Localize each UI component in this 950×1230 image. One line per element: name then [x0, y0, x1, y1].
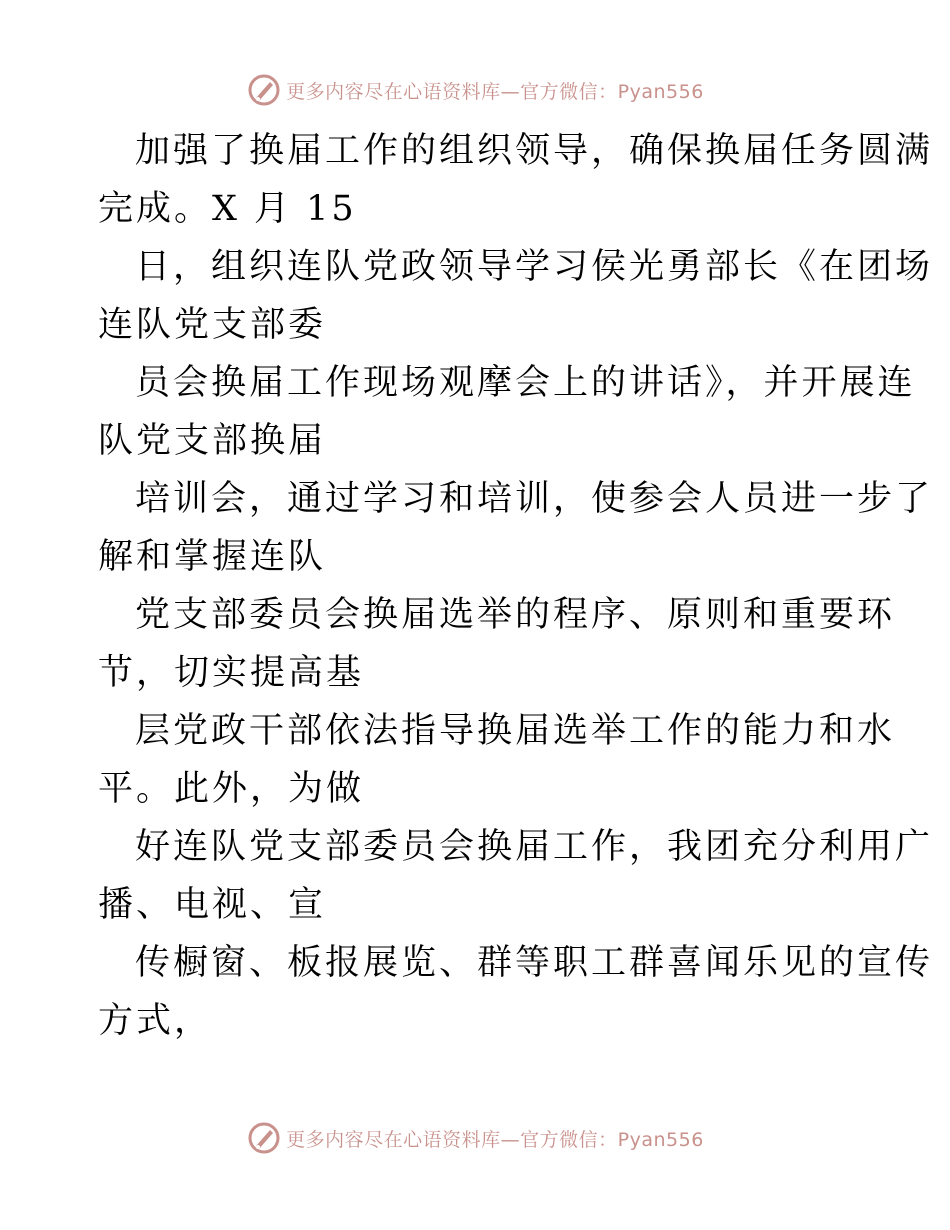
pen-circle-logo-icon [246, 1120, 282, 1156]
body-line-12: 平。此外，为做 [98, 769, 365, 809]
body-line-11: 层党政干部依法指导换届选举工作的能力和水 [135, 711, 896, 751]
body-line-7: 培训会，通过学习和培训，使参会人员进一步了 [135, 479, 934, 519]
pen-circle-logo-icon [246, 72, 282, 108]
body-line-1: 加强了换届工作的组织领导，确保换届任务圆满 [135, 131, 934, 171]
body-line-9: 党支部委员会换届选举的程序、原则和重要环 [135, 595, 896, 635]
watermark-text: 更多内容尽在心语资料库—官方微信：Pyan556 [286, 1128, 704, 1151]
body-line-5: 员会换届工作现场观摩会上的讲话》，并开展连 [135, 363, 916, 403]
body-line-13: 好连队党支部委员会换届工作，我团充分利用广 [135, 827, 934, 867]
watermark-text: 更多内容尽在心语资料库—官方微信：Pyan556 [286, 80, 704, 103]
body-line-2: 完成。X 月 15 [98, 189, 357, 229]
body-line-4: 连队党支部委 [98, 305, 327, 345]
footer-watermark [0, 1118, 950, 1158]
body-line-3: 日，组织连队党政领导学习侯光勇部长《在团场 [135, 247, 934, 287]
body-line-14: 播、电视、宣 [98, 885, 327, 925]
document-body [98, 122, 934, 1050]
body-line-16: 方式， [98, 1001, 213, 1041]
body-line-6: 队党支部换届 [98, 421, 327, 461]
body-line-10: 节，切实提高基 [98, 653, 365, 693]
body-line-15: 传橱窗、板报展览、群等职工群喜闻乐见的宣传 [135, 943, 934, 983]
body-line-8: 解和掌握连队 [98, 537, 327, 577]
header-watermark [0, 70, 950, 110]
